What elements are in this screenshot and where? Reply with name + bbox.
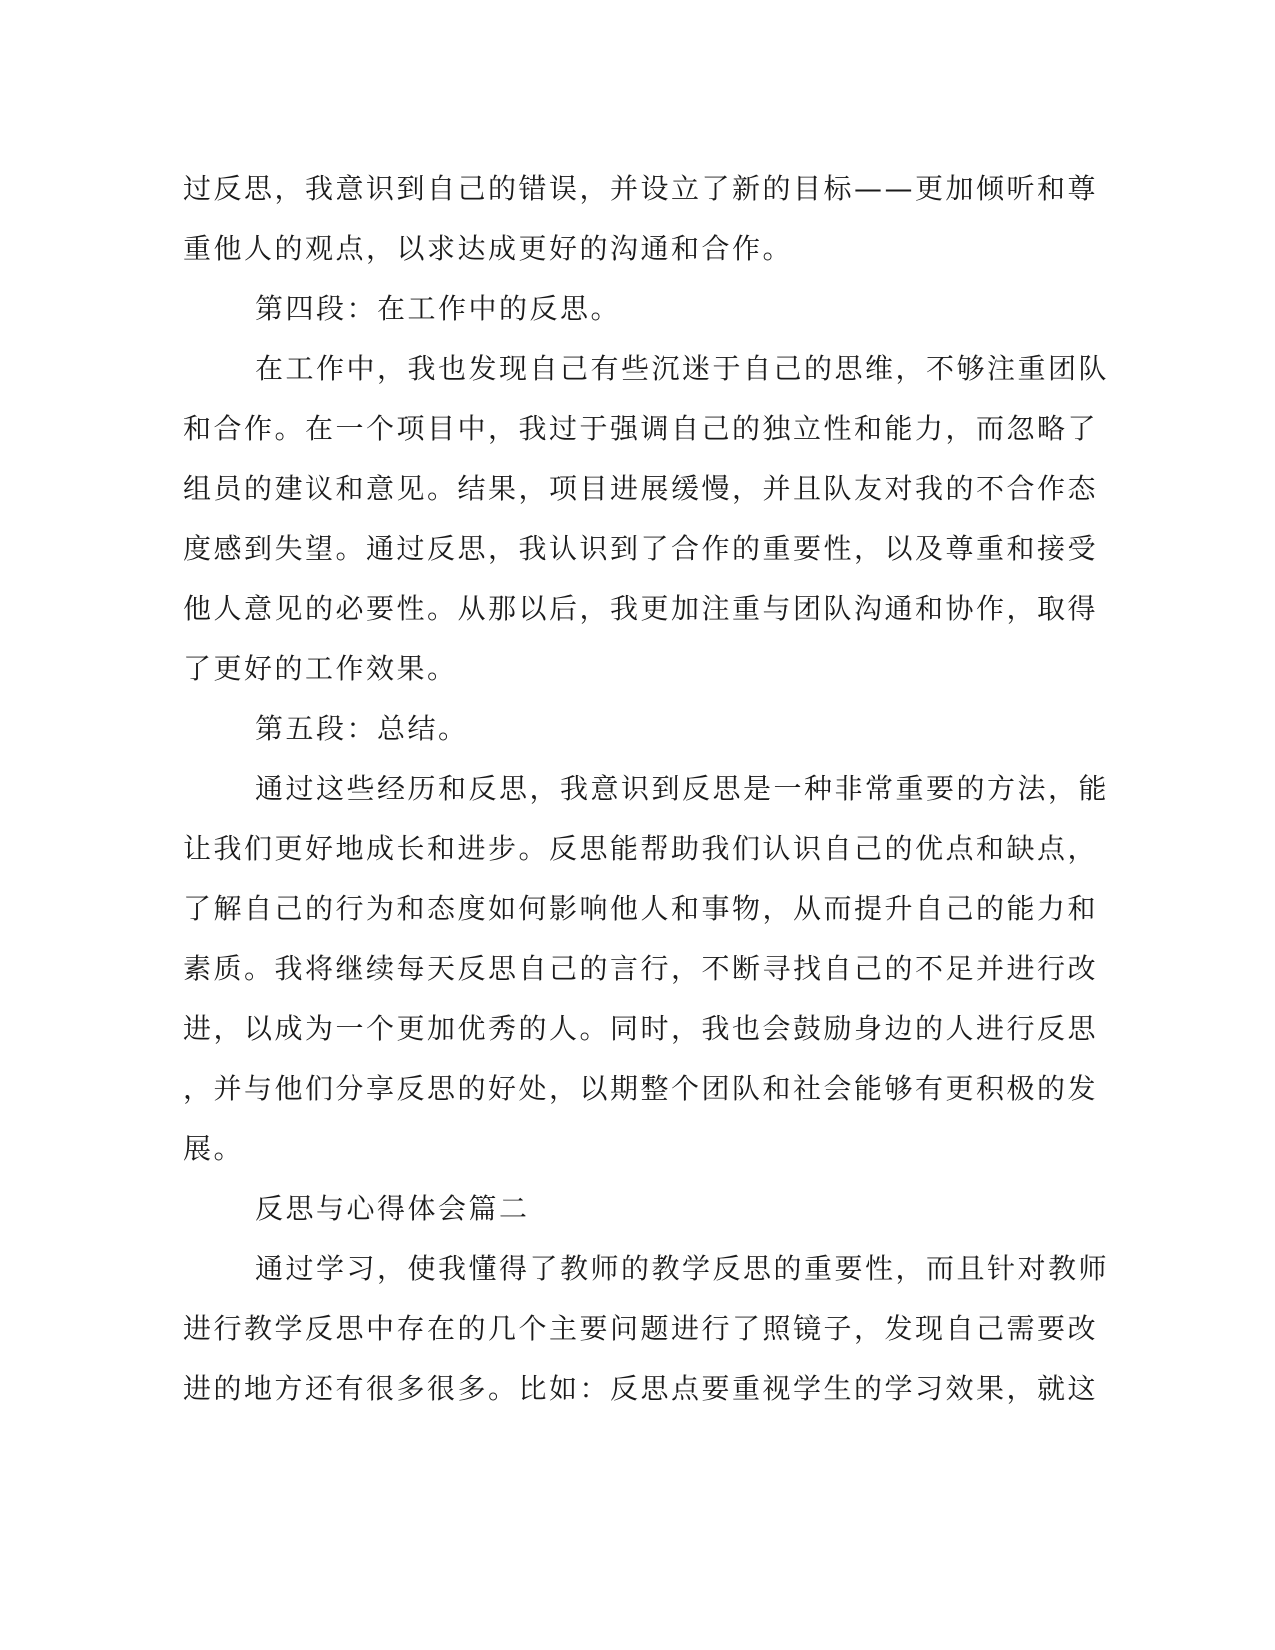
text-line: 组员的建议和意见。结果，项目进展缓慢，并且队友对我的不合作态 <box>183 472 1099 505</box>
text-line: 让我们更好地成长和进步。反思能帮助我们认识自己的优点和缺点， <box>183 832 1099 865</box>
document-body <box>183 159 1110 1419</box>
text-line: 了解自己的行为和态度如何影响他人和事物，从而提升自己的能力和 <box>183 892 1099 925</box>
text-line: ，并与他们分享反思的好处，以期整个团队和社会能够有更积极的发 <box>183 1072 1099 1105</box>
text-line: 在工作中，我也发现自己有些沉迷于自己的思维，不够注重团队 <box>255 352 1110 385</box>
text-line: 进行教学反思中存在的几个主要问题进行了照镜子，发现自己需要改 <box>183 1312 1099 1345</box>
article-title: 反思与心得体会篇二 <box>255 1192 530 1225</box>
text-line: 通过这些经历和反思，我意识到反思是一种非常重要的方法，能 <box>255 772 1110 805</box>
text-line: 和合作。在一个项目中，我过于强调自己的独立性和能力，而忽略了 <box>183 412 1099 445</box>
text-line: 展。 <box>183 1132 245 1165</box>
text-line: 他人意见的必要性。从那以后，我更加注重与团队沟通和协作，取得 <box>183 592 1099 625</box>
text-line: 进，以成为一个更加优秀的人。同时，我也会鼓励身边的人进行反思 <box>183 1012 1099 1045</box>
text-line: 重他人的观点，以求达成更好的沟通和合作。 <box>183 232 794 265</box>
section-heading: 第五段：总结。 <box>255 712 469 745</box>
text-line: 素质。我将继续每天反思自己的言行，不断寻找自己的不足并进行改 <box>183 952 1099 985</box>
text-line: 通过学习，使我懂得了教师的教学反思的重要性，而且针对教师 <box>255 1252 1110 1285</box>
text-line: 进的地方还有很多很多。比如：反思点要重视学生的学习效果，就这 <box>183 1372 1099 1405</box>
text-line: 过反思，我意识到自己的错误，并设立了新的目标——更加倾听和尊 <box>183 172 1099 205</box>
text-line: 了更好的工作效果。 <box>183 652 458 685</box>
text-line: 度感到失望。通过反思，我认识到了合作的重要性，以及尊重和接受 <box>183 532 1099 565</box>
section-heading: 第四段：在工作中的反思。 <box>255 292 622 325</box>
